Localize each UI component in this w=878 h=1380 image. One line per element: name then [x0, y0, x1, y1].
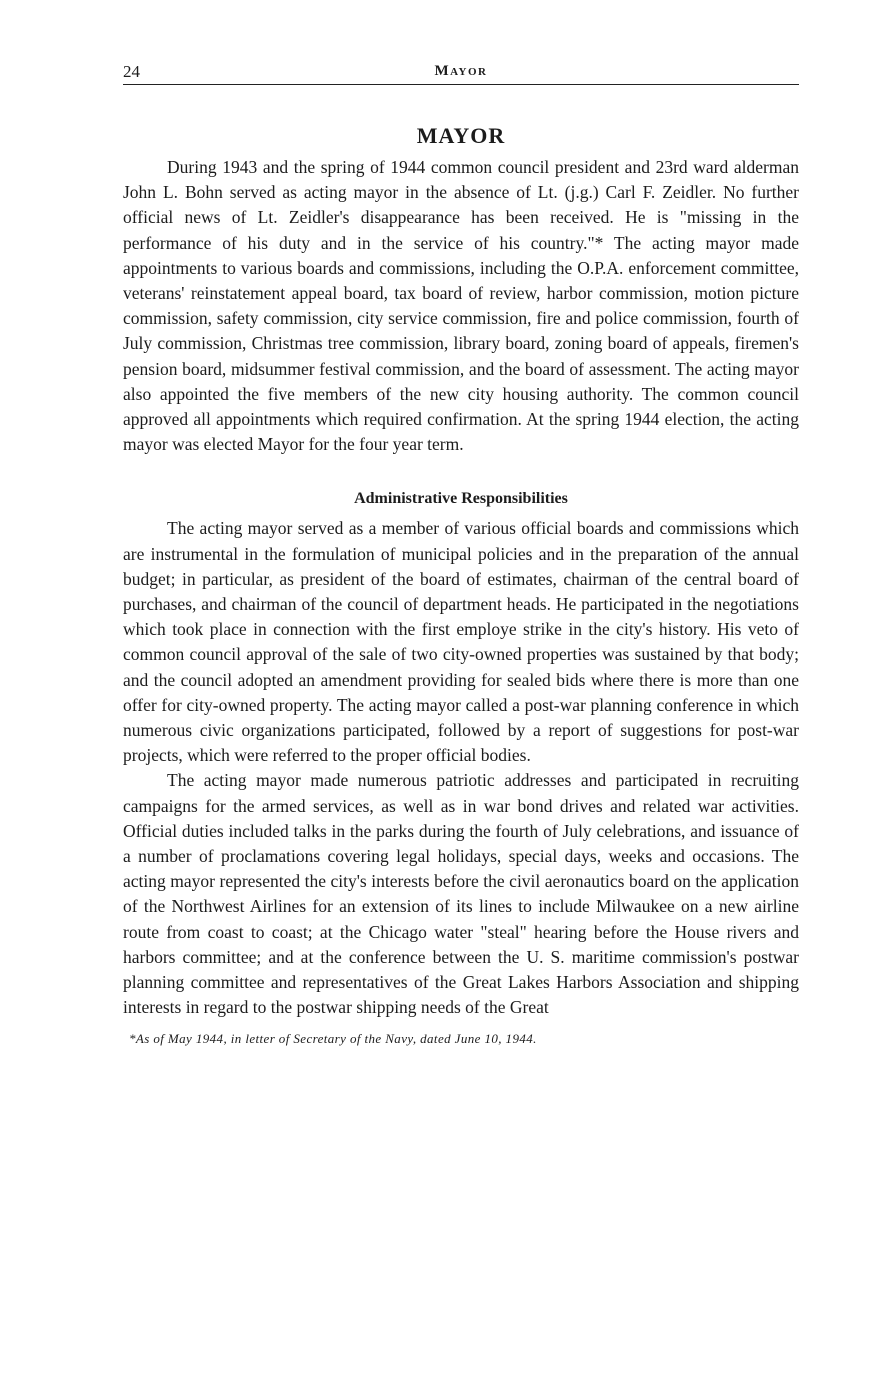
footnote: *As of May 1944, in letter of Secretary of the Navy, dated June 10, 1944. — [129, 1030, 537, 1046]
intro-paragraph: During 1943 and the spring of 1944 common council president and 23rd ward alderman John L. Bohn served as acting mayor in the absence of Lt. (j.g.) Carl F. Zeidler. No further official news of Lt. Zeidler's disappearance has been received. He is "missing in the performance of his duty and in the service of his country."* The acting mayor made appointments to various boards and commissions, including the O.P.A. enforcement committee, veterans' reinstatement appeal board, tax board of review, harbor commission, motion picture commission, safety commission, city service commission, fire and police commission, fourth of July commission, Christmas tree commission, library board, zoning board of appeals, firemen's pension board, midsummer festival commission, and the board of assessment. The acting mayor also appointed the five members of the new city housing authority. The common council approved all appointments which required confirmation. At the spring 1944 election, the acting mayor was elected Mayor for the four year term. — [123, 157, 799, 455]
responsibilities-paragraph-1: The acting mayor served as a member of various official boards and commissions which are instrumental in the formulation of municipal policies and in the preparation of the annual budget; in particular, as president of the board of estimates, chairman of the central board of purchases, and chairman of the council of department heads. He participated in the negotiations which took place in connection with the first employe strike in the city's history. His veto of common council approval of the sale of two city-owned properties was sustained by that body; and the council adopted an amendment providing for sealed bids where there is more than one offer for city-owned property. The acting mayor called a post-war planning conference in which numerous civic organizations participated, followed by a report of suggestions for post-war projects, which were referred to the proper official bodies. — [123, 518, 799, 766]
subsection-heading: Administrative Responsibilities — [354, 490, 568, 508]
responsibilities-paragraph-2: The acting mayor made numerous patriotic addresses and participated in recruiting campaigns for the armed services, as well as in war bond drives and related war activities. Official duties included talks in the parks during the fourth of July celebrations, and issuance of a number of proclamations covering legal holidays, special days, weeks and occasions. The acting mayor represented the city's interests before the civil aeronautics board on the application of the Northwest Airlines for an extension of its lines to include Milwaukee on a new airline route from coast to coast; at the Chicago water "steal" hearing before the House rivers and harbors committee; and at the conference between the U. S. maritime commission's postwar planning committee and representatives of the Great Lakes Harbors Association and shipping interests in regard to the postwar shipping needs of the Great — [123, 770, 799, 1018]
running-title: Mayor — [434, 63, 488, 79]
running-head — [123, 58, 799, 85]
page-number: 24 — [123, 62, 140, 81]
document-page — [123, 58, 799, 1047]
section-heading: MAYOR — [416, 123, 506, 148]
